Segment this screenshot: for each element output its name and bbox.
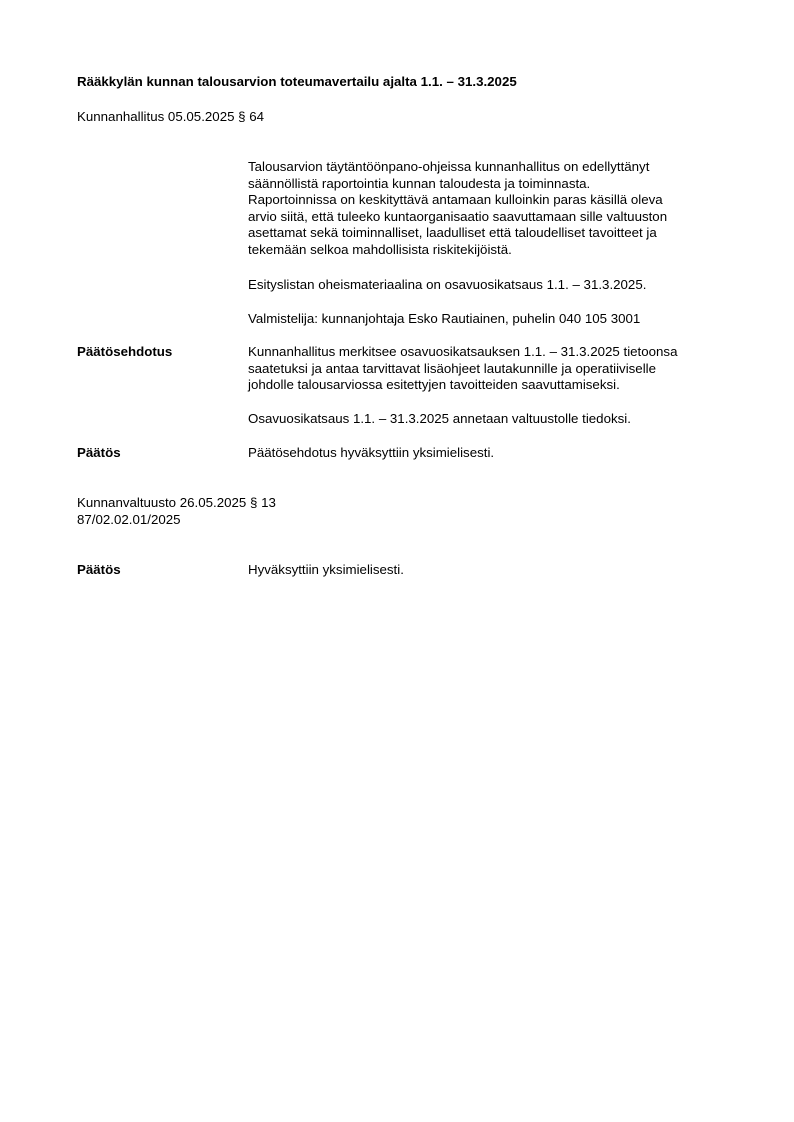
proposal-line: saatetuksi ja antaa tarvittavat lisäohjeet lautakunnille ja operatiiviselle [248, 360, 657, 376]
decision-label-board: Päätös [77, 445, 121, 460]
intro-line: Talousarvion täytäntöönpano-ohjeissa kunnanhallitus on edellyttänyt [248, 159, 650, 174]
intro-line: arvio siitä, että tuleeko kuntaorganisaatio saavuttamaan sille valtuuston [248, 208, 668, 224]
proposal-label: Päätösehdotus [77, 344, 173, 359]
intro-line: Raportoinnissa on keskityttävä antamaan kulloinkin paras käsillä oleva [248, 192, 663, 207]
document-title: Rääkkylän kunnan talousarvion toteumavertailu ajalta 1.1. – 31.3.2025 [77, 74, 517, 89]
meeting-header-council: Kunnanvaltuusto 26.05.2025 § 13 [77, 495, 276, 510]
decision-text-board: Päätösehdotus hyväksyttiin yksimielisesti. [248, 445, 495, 460]
proposal-note: Osavuosikatsaus 1.1. – 31.3.2025 annetaan valtuustolle tiedoksi. [248, 411, 631, 426]
proposal-line: Kunnanhallitus merkitsee osavuosikatsauksen 1.1. – 31.3.2025 tietoonsa [248, 344, 678, 359]
intro-line: tekemään selkoa mahdollisista riskitekijöistä. [248, 241, 512, 257]
preparer-info: Valmistelija: kunnanjohtaja Esko Rautiainen, puhelin 040 105 3001 [248, 311, 641, 326]
intro-line: asettamat sekä toiminnalliset, laadulliset että taloudelliset tavoitteet ja [248, 225, 657, 240]
decision-label-council: Päätös [77, 562, 121, 577]
proposal-line: johdolle talousarviossa esitettyjen tavoitteiden saavuttamiseksi. [248, 377, 620, 392]
reference-number: 87/02.02.01/2025 [77, 511, 181, 527]
attachment-note: Esityslistan oheismateriaalina on osavuosikatsaus 1.1. – 31.3.2025. [248, 277, 647, 292]
decision-text-council: Hyväksyttiin yksimielisesti. [248, 562, 404, 577]
meeting-header-board: Kunnanhallitus 05.05.2025 § 64 [77, 109, 265, 124]
intro-line: säännöllistä raportointia kunnan taloudesta ja toiminnasta. [248, 175, 591, 191]
